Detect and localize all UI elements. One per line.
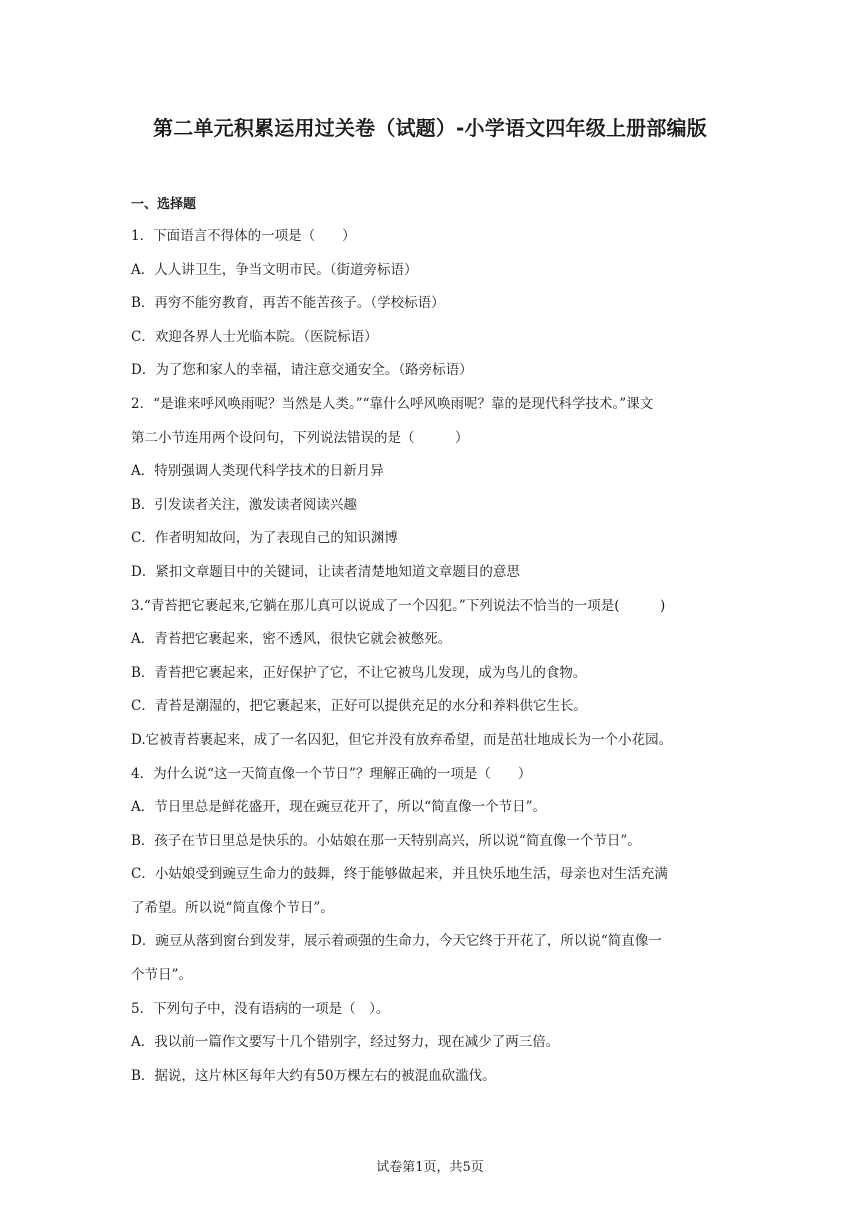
- question-2-option-d: D．紧扣文章题目中的关键词，让读者清楚地知道文章题目的意思: [131, 563, 520, 580]
- question-1-option-a: A．人人讲卫生，争当文明市民。（街道旁标语）: [131, 261, 418, 278]
- question-2-option-a: A．特别强调人类现代科学技术的日新月异: [131, 463, 384, 480]
- question-4-option-d-line-2: 个节日”。: [131, 967, 192, 984]
- question-5-stem: 5．下列句子中，没有语病的一项是（ ）。: [131, 1000, 390, 1017]
- document-title: 第二单元积累运用过关卷（试题）-小学语文四年级上册部编版: [153, 116, 707, 140]
- question-4-option-a: A．节日里总是鲜花盛开，现在豌豆花开了，所以“简直像一个节日”。: [131, 799, 547, 816]
- question-1-stem: 1．下面语言不得体的一项是（ ）: [131, 228, 356, 244]
- question-4-option-b: B．孩子在节日里总是快乐的。小姑娘在那一天特别高兴，所以说“简直像一个节日”。: [131, 832, 641, 849]
- question-1-option-b: B．再穷不能穷教育，再苦不能苦孩子。（学校标语）: [131, 295, 445, 312]
- question-2-stem-line-1: 2．“是谁来呼风唤雨呢？当然是人类。”“靠什么呼风唤雨呢？靠的是现代科学技术。”课文: [131, 395, 654, 412]
- question-3-option-b: B．青苔把它裹起来，正好保护了它，不让它被鸟儿发现，成为鸟儿的食物。: [131, 664, 587, 681]
- question-4-option-d-line-1: D．豌豆从落到窗台到发芽，展示着顽强的生命力，今天它终于开花了，所以说“简直像一: [131, 933, 662, 950]
- question-3-stem: 3.“青苔把它裹起来,它躺在那儿真可以说成了一个囚犯。”下列说法不恰当的一项是( ): [131, 597, 666, 614]
- question-1-option-d: D．为了您和家人的幸福，请注意交通安全。（路旁标语）: [131, 362, 473, 379]
- question-2-option-b: B．引发读者关注，激发读者阅读兴趣: [131, 496, 357, 513]
- question-5-option-b: B．据说，这片林区每年大约有50万棵左右的被混血砍滥伐。: [131, 1067, 496, 1084]
- question-4-option-c-line-1: C．小姑娘受到豌豆生命力的鼓舞，终于能够做起来，并且快乐地生活，母亲也对生活充满: [131, 866, 668, 883]
- question-1-option-c: C．欢迎各界人士光临本院。（医院标语）: [131, 328, 378, 345]
- question-4-option-c-line-2: 了希望。所以说“简直像个节日”。: [131, 899, 334, 916]
- section-heading: 一、选择题: [131, 197, 197, 212]
- question-content: [131, 194, 743, 1093]
- question-3-option-c: C．青苔是潮湿的，把它裹起来，正好可以提供充足的水分和养料供它生长。: [131, 698, 587, 715]
- question-2-option-c: C．作者明知故问，为了表现自己的知识渊博: [131, 530, 398, 547]
- question-5-option-a: A．我以前一篇作文要写十几个错别字，经过努力，现在减少了两三倍。: [131, 1034, 560, 1051]
- page-footer: 试卷第1页，共5页: [376, 1160, 484, 1175]
- question-2-stem-line-2: 第二小节连用两个设问句，下列说法错误的是（ ）: [131, 429, 469, 446]
- question-3-option-a: A．青苔把它裹起来，密不透风，很快它就会被憋死。: [131, 631, 452, 648]
- question-4-stem: 4．为什么说“这一天简直像一个节日”？理解正确的一项是（ ）: [131, 765, 532, 782]
- question-3-option-d: D.它被青苔裹起来，成了一名囚犯，但它并没有放弃希望，而是茁壮地成长为一个小花园。: [131, 731, 673, 748]
